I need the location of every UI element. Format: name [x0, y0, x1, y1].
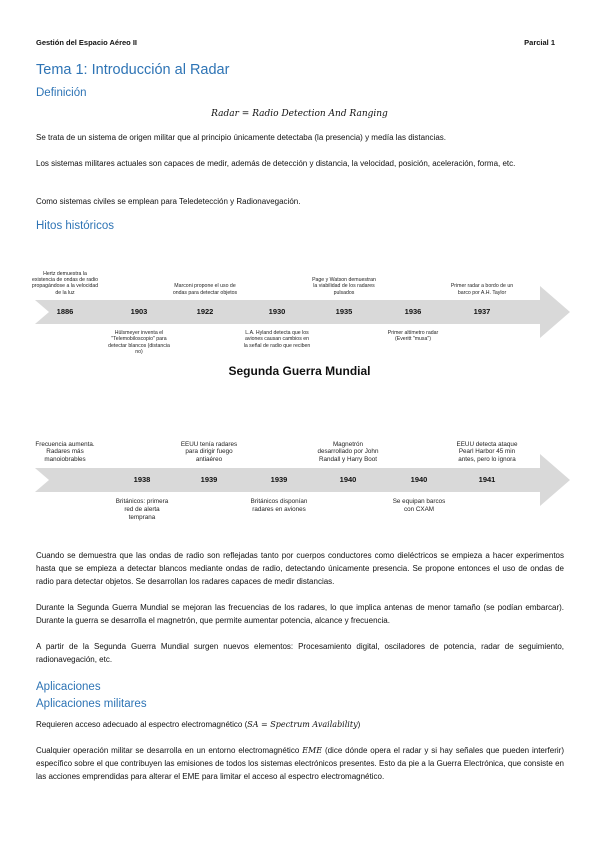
timeline-year: 1940: [410, 475, 428, 484]
timeline-year: 1922: [196, 307, 214, 316]
timeline-year: 1886: [56, 307, 74, 316]
timeline-year: 1930: [268, 307, 286, 316]
spectrum-math: SA = Spectrum Availability: [247, 720, 358, 729]
timeline-event: Británicos: primera red de alerta temprana: [115, 498, 169, 521]
timeline-event: Primer radar a bordo de un barco por A.H. Taylor: [450, 283, 514, 296]
spectrum-close: ): [357, 720, 361, 729]
timeline-event: EEUU detecta ataque Pearl Harbor 45 min antes, pero lo ignora: [456, 440, 518, 464]
paragraph-civil: Como sistemas civiles se emplean para Teledetección y Radionavegación.: [36, 197, 301, 206]
timeline-event: L.A. Hyland detecta que los aviones causan cambios en la señal de radio que reciben: [243, 330, 311, 349]
timeline-year: 1935: [335, 307, 353, 316]
section-aplicaciones: Aplicaciones: [36, 681, 101, 693]
radar-formula: Radar = Radio Detection And Ranging: [211, 109, 388, 119]
timeline-event: Hülsmeyer inventa el "Telemobiloscopio" para detectar blancos (distancia no): [108, 330, 170, 355]
wwii-title: Segunda Guerra Mundial: [228, 364, 371, 378]
section-definicion: Definición: [36, 87, 87, 99]
page-title: Tema 1: Introducción al Radar: [36, 62, 230, 78]
timeline-event: Hertz demuestra la existencia de ondas de radio propagándose a la velocidad de la luz: [31, 270, 99, 296]
timeline-event: Británicos disponían radares en aviones: [250, 498, 308, 513]
eme-text-end: (dice dónde opera el radar y si hay señales que pueden interferir) específico sobre el que contribuyen las emisiones de todos los sistemas electrónicos presentes. Esto da pie a la Guerra Electrónica, que consiste en las acciones emprendidas para alterar el EME para limitar el acceso al espectro electromagnético.: [36, 746, 564, 781]
section-hitos: Hitos históricos: [36, 220, 114, 232]
timeline-year: 1939: [270, 475, 288, 484]
paragraph-post-wwii: A partir de la Segunda Guerra Mundial surgen nuevos elementos: Procesamiento digital, osciladores de potencia, radar de seguimiento, radionavegación, etc.: [36, 642, 564, 664]
timeline-event: Magnetrón desarrollado por John Randall y Harry Boot: [317, 440, 379, 464]
header-exam: Parcial 1: [524, 38, 555, 47]
section-aplicaciones-militares: Aplicaciones militares: [36, 698, 147, 710]
eme-math: EME: [302, 746, 323, 755]
timeline-event: EEUU tenía radares para dirigir fuego antiaéreo: [180, 440, 238, 464]
timeline-event: Marconi propone el uso de ondas para detectar objetos: [172, 283, 238, 296]
spectrum-text: Requieren acceso adecuado al espectro electromagnético (: [36, 720, 248, 729]
timeline-year: 1938: [133, 475, 151, 484]
paragraph-wwii: Durante la Segunda Guerra Mundial se mejoran las frecuencias de los radares, lo que implica antenas de menor tamaño (se podían embarcar). Durante la guerra se desarrolla el magnetrón, que permite aumentar potencia, alcance y frecuencia.: [36, 603, 564, 625]
paragraph-eme: [36, 744, 564, 783]
timeline-event: Page y Watson demuestran la viabilidad de los radares pulsados: [312, 277, 376, 296]
timeline-event: Se equipan barcos con CXAM: [392, 498, 446, 513]
timeline-year: 1936: [404, 307, 422, 316]
timeline-year: 1939: [200, 475, 218, 484]
paragraph-spectrum: [36, 718, 564, 731]
timeline-event: Primer altímetro radar (Everitt "musa"): [387, 330, 439, 343]
timeline-history: [31, 250, 570, 380]
eme-text-start: Cualquier operación militar se desarrolla en un entorno electromagnético: [36, 746, 303, 755]
paragraph-history: Cuando se demuestra que las ondas de radio son reflejadas tanto por cuerpos conductores como dieléctricos se empieza a hacer experimentos hasta que se empieza a detectar blancos mediante ondas de radio, detectando únicamente presencia. Se propone entonces el uso de ondas de radio para detectar objetos. Se desarrollan los radares capaces de medir distancias.: [36, 551, 564, 586]
timeline-year: 1937: [473, 307, 491, 316]
timeline-year: 1941: [478, 475, 496, 484]
header-course: Gestión del Espacio Aéreo II: [36, 38, 138, 47]
paragraph-military: Los sistemas militares actuales son capaces de medir, además de detección y distancia, la velocidad, posición, aceleración, forma, etc.: [36, 159, 516, 168]
timeline-year: 1903: [130, 307, 148, 316]
paragraph-origin: Se trata de un sistema de origen militar que al principio únicamente detectaba (la presencia) y medía las distancias.: [36, 133, 446, 142]
timeline-event: Frecuencia aumenta. Radares más manoiobrables: [35, 440, 95, 464]
timeline-wwii: [35, 418, 570, 548]
timeline-year: 1940: [339, 475, 357, 484]
